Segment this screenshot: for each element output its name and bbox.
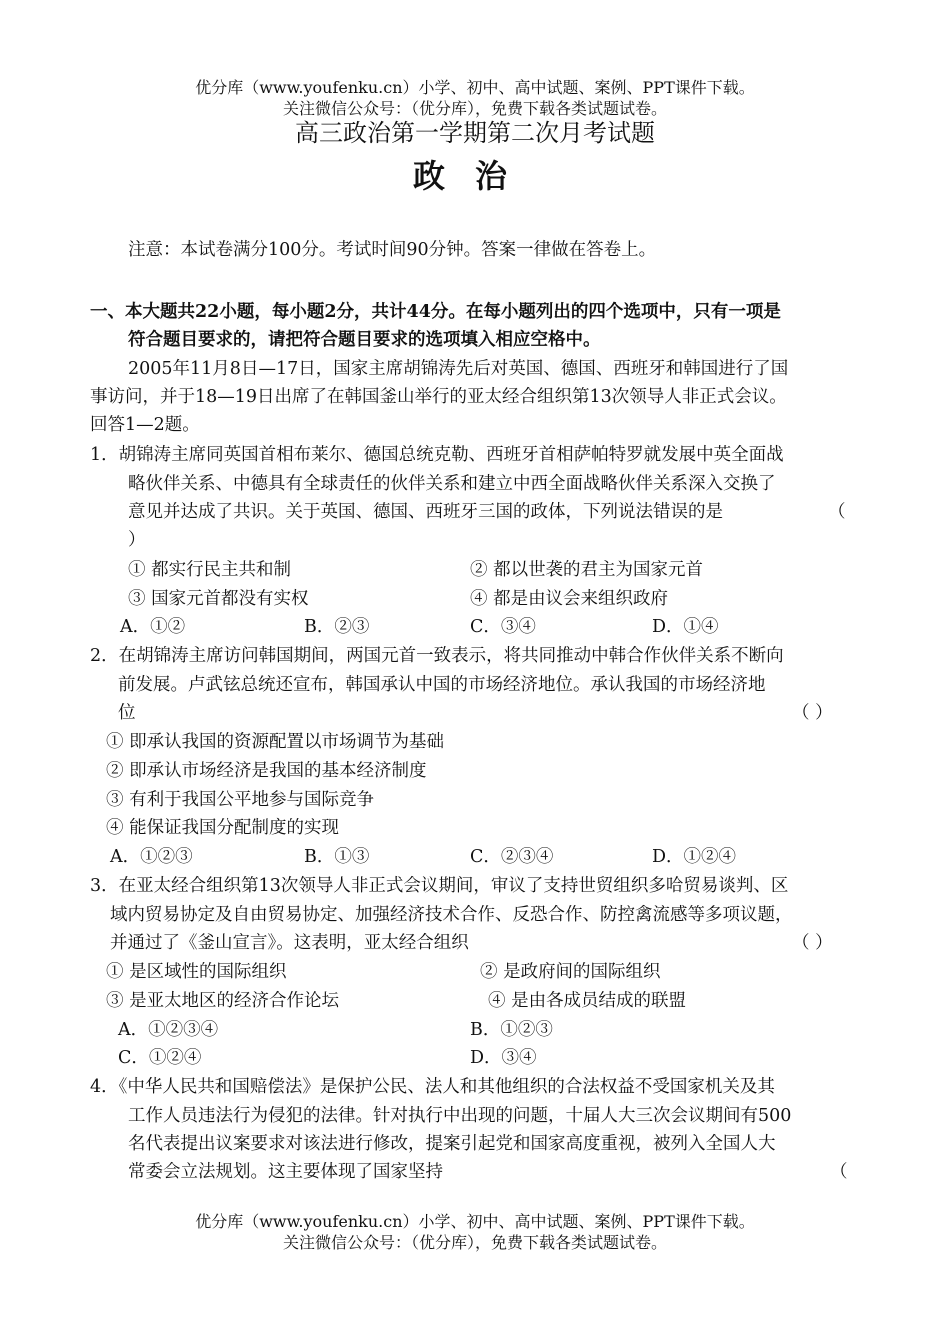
q4-stem-line-4: 常委会立法规划。这主要体现了国家坚持 <box>128 1162 443 1182</box>
q1-item-4: ④ 都是由议会来组织政府 <box>470 589 669 609</box>
q2-item-3: ③ 有利于我国公平地参与国际竞争 <box>106 790 375 810</box>
q2-stem-line-3: 位 <box>118 703 136 723</box>
q4-stem-line-3: 名代表提出议案要求对该法进行修改，提案引起党和国家高度重视，被列入全国人大 <box>128 1134 776 1154</box>
q1-stem-line-3: 意见并达成了共识。关于英国、德国、西班牙三国的政体，下列说法错误的是 <box>128 502 723 522</box>
passage-line-2: 事访问，并于18—19日出席了在韩国釜山举行的亚太经合组织第13次领导人非正式会议。 <box>90 387 787 407</box>
q3-option-a: A．①②③④ <box>118 1020 219 1040</box>
q1-item-2: ② 都以世袭的君主为国家元首 <box>470 560 704 580</box>
q3-stem-line-2: 域内贸易协定及自由贸易协定、加强经济技术合作、反恐合作、防控禽流感等多项议题， <box>110 905 793 925</box>
section-heading-line-1: 一、本大题共22小题，每小题2分，共计44分。在每小题列出的四个选项中，只有一项是 <box>90 302 781 322</box>
q1-option-b: B．②③ <box>304 617 370 637</box>
q3-item-1: ① 是区域性的国际组织 <box>106 962 287 982</box>
exam-title: 高三政治第一学期第二次月考试题 <box>295 119 655 147</box>
q2-item-1: ① 即承认我国的资源配置以市场调节为基础 <box>106 732 445 752</box>
q3-stem-line-3: 并通过了《釜山宣言》。这表明，亚太经合组织 <box>110 933 469 953</box>
q1-option-c: C．③④ <box>470 617 536 637</box>
q2-option-b: B．①③ <box>304 847 370 867</box>
q1-option-d: D．①④ <box>652 617 719 637</box>
q1-option-a: A．①② <box>120 617 186 637</box>
q2-option-d: D．①②④ <box>652 847 737 867</box>
q3-item-4: ④ 是由各成员结成的联盟 <box>488 991 687 1011</box>
q1-item-3: ③ 国家元首都没有实权 <box>128 589 309 609</box>
q3-option-b: B．①②③ <box>470 1020 553 1040</box>
subject-title: 政治 <box>412 157 537 195</box>
q3-stem-line-1: 3．在亚太经合组织第13次领导人非正式会议期间，审议了支持世贸组织多哈贸易谈判、区 <box>90 876 789 896</box>
q4-stem-line-1: 4．《中华人民共和国赔偿法》是保护公民、法人和其他组织的合法权益不受国家机关及其 <box>90 1077 775 1097</box>
footer-line-1: 优分库（www.youfenku.cn）小学、初中、高中试题、案例、PPT课件下载。 <box>195 1212 755 1231</box>
section-heading-line-2: 符合题目要求的，请把符合题目要求的选项填入相应空格中。 <box>128 330 601 350</box>
q2-item-4: ④ 能保证我国分配制度的实现 <box>106 818 340 838</box>
q4-answer-paren-open: （ <box>830 1162 848 1182</box>
q2-stem-line-2: 前发展。卢武铉总统还宣布，韩国承认中国的市场经济地位。承认我国的市场经济地 <box>118 675 766 695</box>
q1-stem-line-2: 略伙伴关系、中德具有全球责任的伙伴关系和建立中西全面战略伙伴关系深入交换了 <box>128 474 776 494</box>
q2-stem-line-1: 2．在胡锦涛主席访问韩国期间，两国元首一致表示，将共同推动中韩合作伙伴关系不断向 <box>90 646 784 666</box>
q1-item-1: ① 都实行民主共和制 <box>128 560 292 580</box>
q1-answer-paren-close: ） <box>128 530 146 550</box>
q2-item-2: ② 即承认市场经济是我国的基本经济制度 <box>106 761 427 781</box>
q1-answer-paren-open: （ <box>828 502 846 522</box>
q2-option-c: C．②③④ <box>470 847 554 867</box>
header-line-2: 关注微信公众号：（优分库），免费下载各类试题试卷。 <box>282 99 667 118</box>
q4-stem-line-2: 工作人员违法行为侵犯的法律。针对执行中出现的问题，十届人大三次会议期间有500 <box>128 1106 792 1126</box>
q2-answer-paren: （ ） <box>792 703 833 723</box>
q2-option-a: A．①②③ <box>110 847 193 867</box>
q3-item-3: ③ 是亚太地区的经济合作论坛 <box>106 991 340 1011</box>
q3-option-d: D．③④ <box>470 1048 537 1068</box>
q3-option-c: C．①②④ <box>118 1048 202 1068</box>
passage-line-3: 回答1—2题。 <box>90 415 200 435</box>
passage-line-1: 2005年11月8日—17日，国家主席胡锦涛先后对英国、德国、西班牙和韩国进行了国 <box>128 359 789 379</box>
notice: 注意：本试卷满分100分。考试时间90分钟。答案一律做在答卷上。 <box>128 240 657 260</box>
q3-item-2: ② 是政府间的国际组织 <box>480 962 661 982</box>
q3-answer-paren: （ ） <box>792 933 833 953</box>
footer-line-2: 关注微信公众号：（优分库），免费下载各类试题试卷。 <box>282 1233 667 1252</box>
q1-stem-line-1: 1．胡锦涛主席同英国首相布莱尔、德国总统克勒、西班牙首相萨帕特罗就发展中英全面战 <box>90 445 784 465</box>
header-line-1: 优分库（www.youfenku.cn）小学、初中、高中试题、案例、PPT课件下载。 <box>195 78 755 97</box>
